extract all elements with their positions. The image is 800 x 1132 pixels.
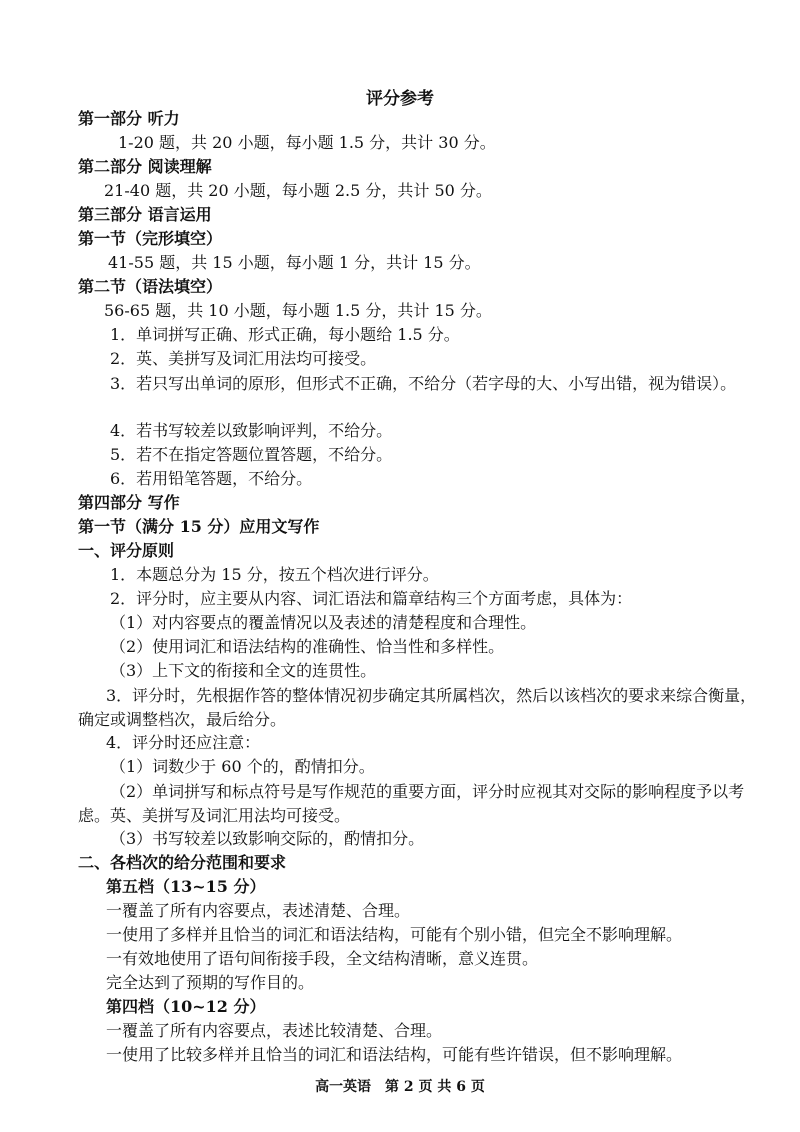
part-1-heading: 第一部分 听力 (78, 109, 180, 128)
part-2-detail: 21-40 题，共 20 小题，每小题 2.5 分，共计 50 分。 (104, 181, 492, 200)
grade-5-item-2: 一使用了多样并且恰当的词汇和语法结构，可能有个别小错，但完全不影响理解。 (106, 925, 683, 944)
section-1-heading: 第一节（完形填空） (78, 229, 223, 248)
grade-5-item-3: 一有效地使用了语句间衔接手段，全文结构清晰，意义连贯。 (106, 949, 539, 968)
grammar-rule-6: 6．若用铅笔答题，不给分。 (110, 469, 313, 488)
principle-1: 1．本题总分为 15 分，按五个档次进行评分。 (110, 565, 439, 584)
grammar-rule-3: 3．若只写出单词的原形，但形式不正确，不给分（若字母的大、小写出错，视为错误）。 (110, 374, 737, 393)
grade-4-item-1: 一覆盖了所有内容要点，表述比较清楚、合理。 (106, 1021, 443, 1040)
grammar-rule-2: 2．英、美拼写及词汇用法均可接受。 (110, 349, 377, 368)
grade-5-heading: 第五档（13~15 分） (106, 877, 266, 896)
part-1-detail: 1-20 题，共 20 小题，每小题 1.5 分，共计 30 分。 (118, 133, 496, 152)
grade-5-item-1: 一覆盖了所有内容要点，表述清楚、合理。 (106, 901, 411, 920)
grade-5-item-4: 完全达到了预期的写作目的。 (106, 973, 315, 992)
principle-4-item-3: （3）书写较差以致影响交际的，酌情扣分。 (110, 829, 425, 848)
grade-levels-heading: 二、各档次的给分范围和要求 (78, 853, 287, 872)
principle-4-item-1: （1）词数少于 60 个的，酌情扣分。 (110, 757, 375, 776)
principle-4: 4．评分时还应注意： (106, 733, 261, 752)
principle-2: 2．评分时，应主要从内容、词汇语法和篇章结构三个方面考虑，具体为： (110, 589, 633, 608)
principle-2-item-3: （3）上下文的衔接和全文的连贯性。 (110, 661, 377, 680)
section-2-heading: 第二节（语法填空） (78, 277, 223, 296)
grade-4-item-2: 一使用了比较多样并且恰当的词汇和语法结构，可能有些许错误，但不影响理解。 (106, 1045, 683, 1064)
principle-2-item-1: （1）对内容要点的覆盖情况以及表述的清楚程度和合理性。 (110, 613, 537, 632)
writing-section-heading: 第一节（满分 15 分）应用文写作 (78, 517, 320, 536)
section-2-detail: 56-65 题，共 10 小题，每小题 1.5 分，共计 15 分。 (104, 301, 492, 320)
page-title: 评分参考 (366, 89, 434, 109)
grammar-rule-4: 4．若书写较差以致影响评判，不给分。 (110, 421, 393, 440)
principle-3: 3．评分时，先根据作答的整体情况初步确定其所属档次，然后以该档次的要求来综合衡量，确定或调整档次，最后给分。 (78, 686, 757, 729)
section-1-detail: 41-55 题，共 15 小题，每小题 1 分，共计 15 分。 (108, 253, 481, 272)
grammar-rule-5: 5．若不在指定答题位置答题，不给分。 (110, 445, 393, 464)
grammar-rule-1: 1．单词拼写正确、形式正确，每小题给 1.5 分。 (110, 325, 460, 344)
part-3-heading: 第三部分 语言运用 (78, 205, 212, 224)
page-footer: 高一英语 第 2 页 共 6 页 (315, 1079, 485, 1095)
part-2-heading: 第二部分 阅读理解 (78, 157, 212, 176)
part-4-heading: 第四部分 写作 (78, 493, 180, 512)
principle-2-item-2: （2）使用词汇和语法结构的准确性、恰当性和多样性。 (110, 637, 505, 656)
scoring-principles-heading: 一、评分原则 (78, 541, 175, 560)
principle-4-item-2: （2）单词拼写和标点符号是写作规范的重要方面，评分时应视其对交际的影响程度予以考虑。英、美拼写及词汇用法均可接受。 (78, 782, 745, 825)
grade-4-heading: 第四档（10~12 分） (106, 997, 266, 1016)
